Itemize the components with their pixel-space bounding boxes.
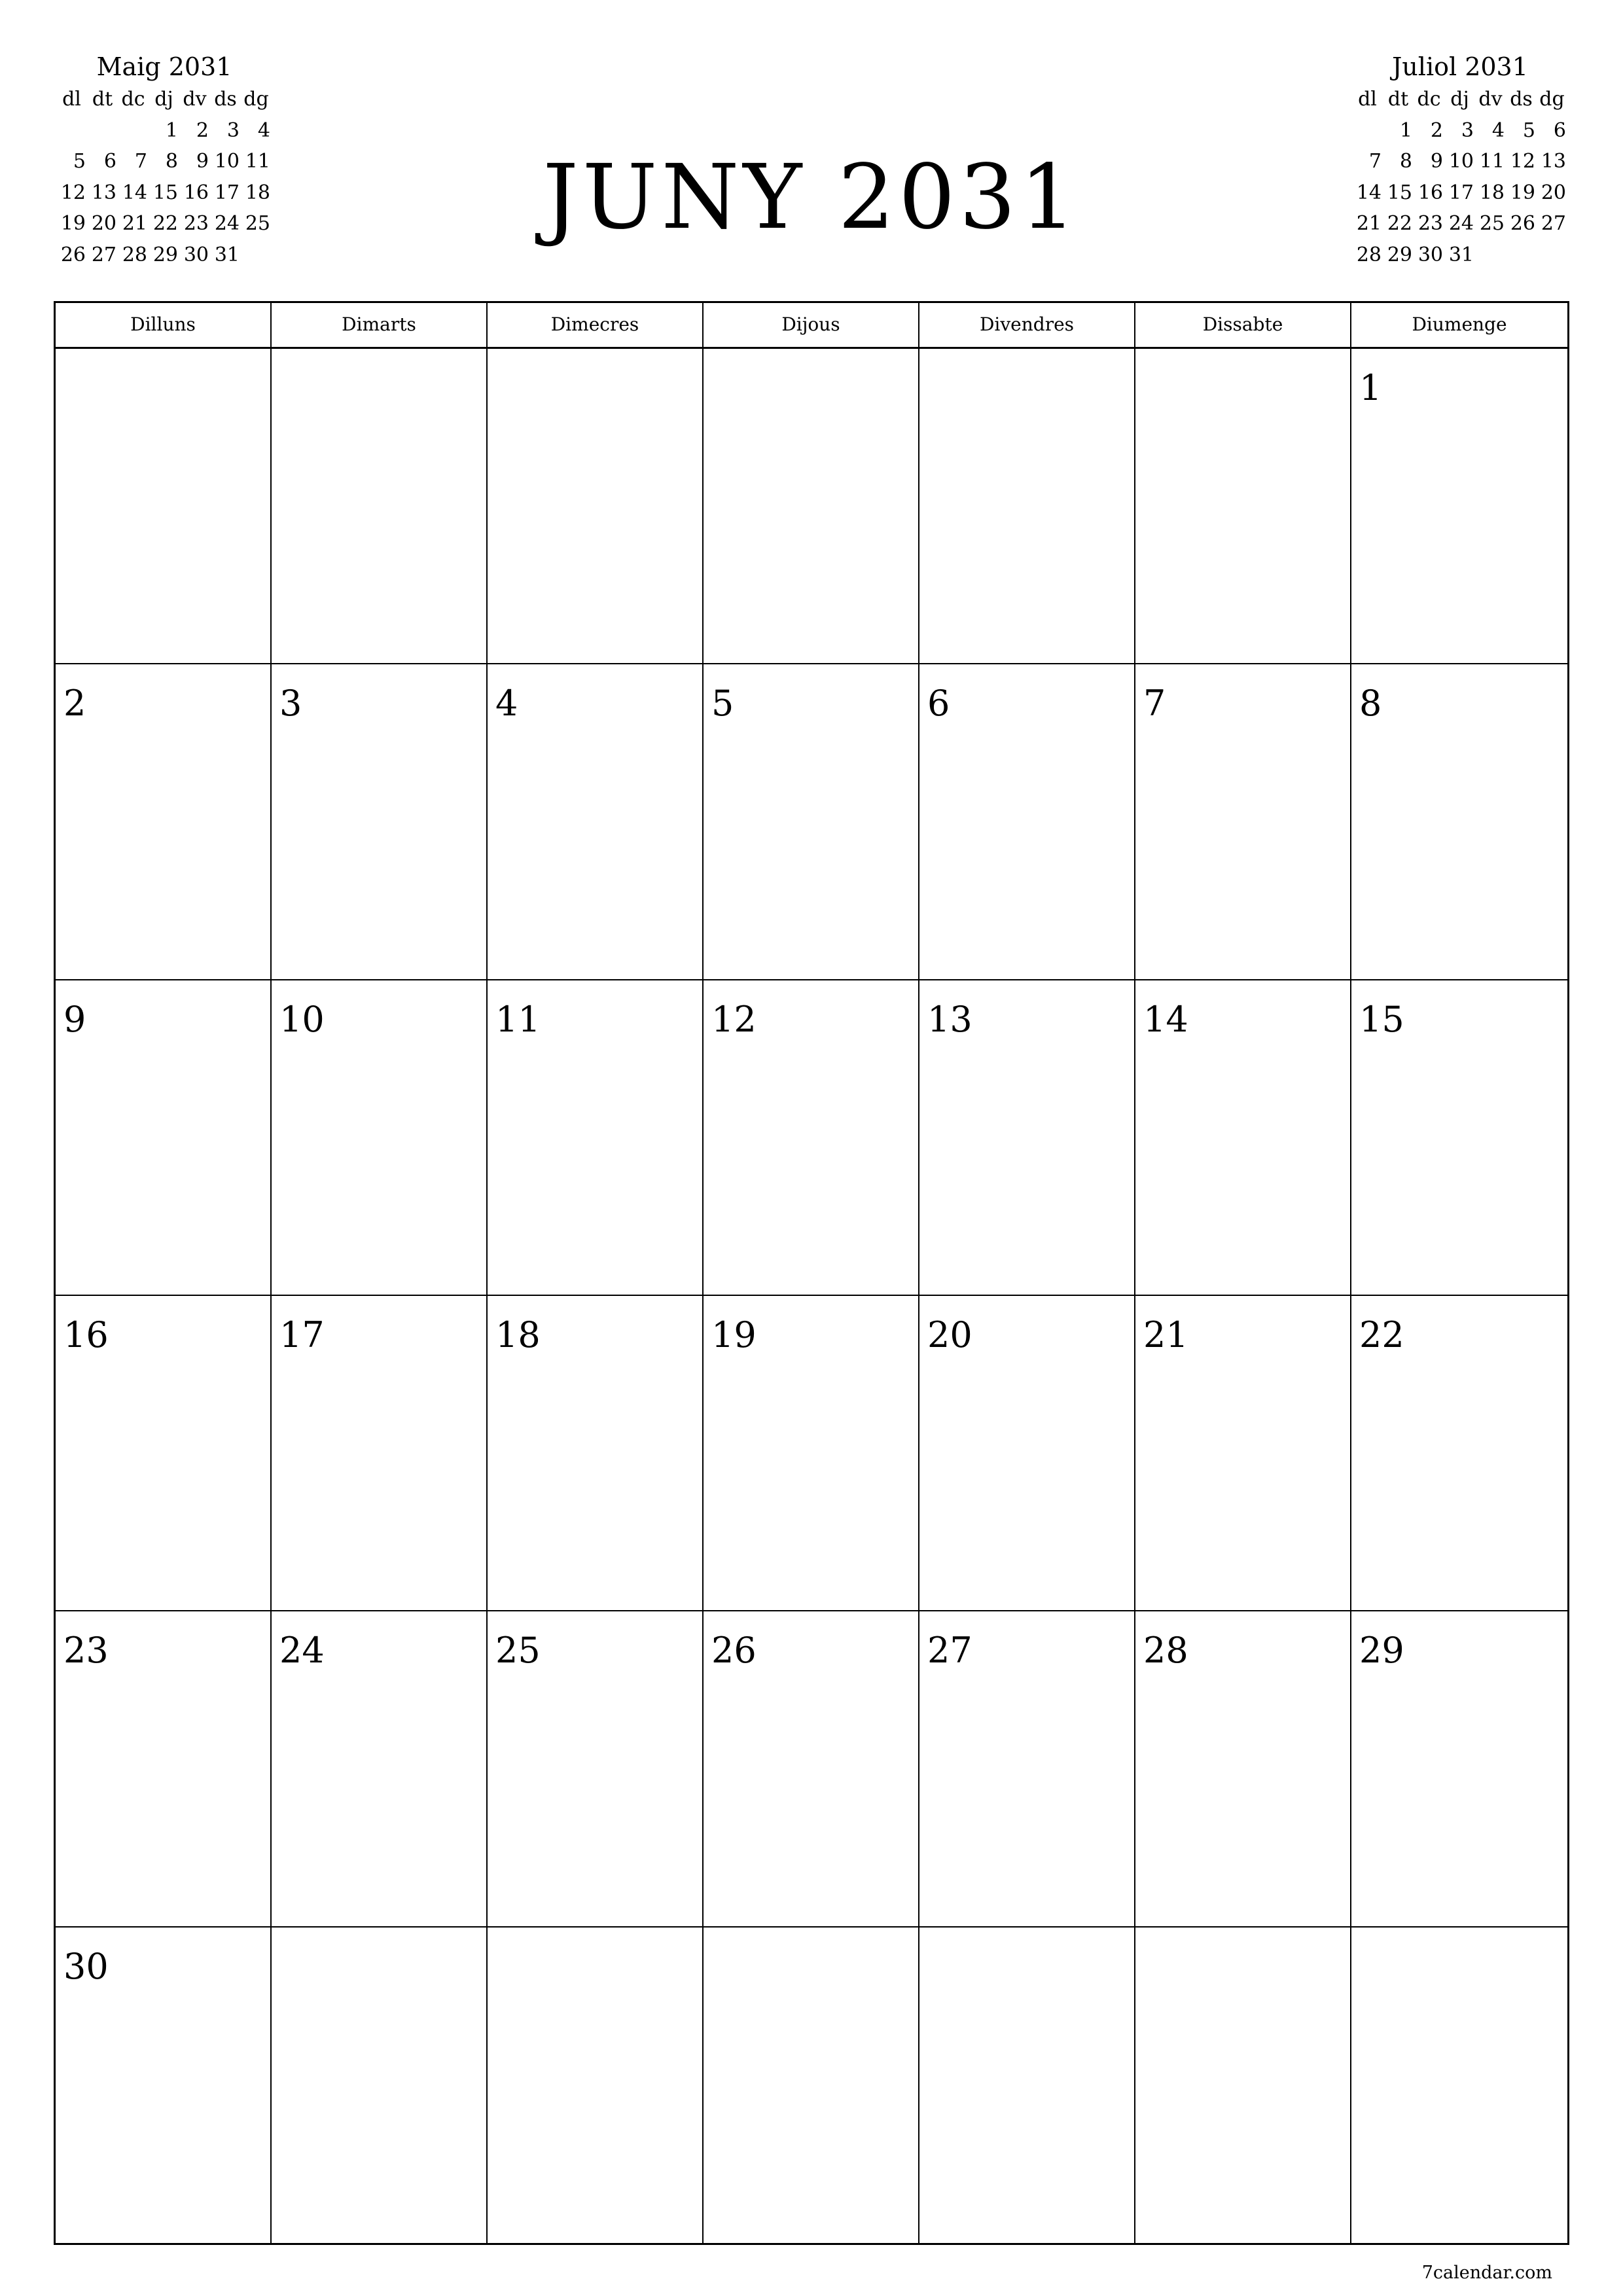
mini-weekday: dv	[183, 88, 207, 111]
mini-day: 30	[1418, 243, 1443, 266]
mini-day: 12	[60, 181, 86, 204]
mini-day: 18	[1479, 181, 1505, 204]
mini-day: 13	[1541, 150, 1566, 173]
mini-day: 1	[1399, 118, 1412, 142]
day-cell	[488, 1296, 704, 1611]
mini-weekday: dl	[1358, 88, 1377, 111]
day-cell	[1135, 1611, 1351, 1927]
mini-day: 28	[122, 243, 147, 266]
mini-day: 15	[152, 181, 178, 204]
mini-day: 2	[1430, 118, 1443, 142]
day-number: 16	[63, 1314, 109, 1355]
page-title: JUNY 2031	[543, 146, 1080, 249]
day-cell	[1351, 1611, 1567, 1927]
day-cell	[56, 1296, 272, 1611]
mini-day: 28	[1356, 243, 1382, 266]
day-cell	[56, 1611, 272, 1927]
day-cell	[272, 1928, 488, 2243]
mini-day: 21	[122, 212, 147, 235]
mini-day: 25	[245, 212, 270, 235]
mini-day: 31	[1448, 243, 1474, 266]
day-cell	[272, 664, 488, 980]
mini-day: 20	[91, 212, 116, 235]
mini-weekday: dg	[243, 88, 269, 111]
mini-day: 21	[1356, 212, 1382, 235]
day-cell	[272, 1611, 488, 1927]
mini-day: 20	[1541, 181, 1566, 204]
mini-calendar-weekdays	[1352, 84, 1568, 115]
day-cell	[1135, 1928, 1351, 2243]
day-cell	[704, 349, 919, 664]
month-grid	[54, 301, 1569, 2245]
mini-day: 29	[1387, 243, 1412, 266]
mini-day: 17	[1448, 181, 1474, 204]
mini-weekday: dj	[1450, 88, 1469, 111]
day-number: 2	[63, 683, 86, 725]
day-cell	[919, 980, 1135, 1296]
day-number: 26	[711, 1630, 757, 1672]
mini-day: 22	[152, 212, 178, 235]
mini-day: 13	[91, 181, 116, 204]
mini-day: 3	[226, 118, 240, 142]
day-number: 1	[1359, 367, 1382, 408]
day-cell	[1135, 1296, 1351, 1611]
mini-day: 1	[165, 118, 178, 142]
mini-day: 30	[183, 243, 209, 266]
day-number: 13	[927, 998, 972, 1040]
day-number: 12	[711, 998, 757, 1040]
day-cell	[704, 1611, 919, 1927]
footer-credit: 7calendar.com	[1421, 2263, 1552, 2283]
day-cell	[919, 1296, 1135, 1611]
mini-day: 6	[1553, 118, 1566, 142]
mini-weekday: dg	[1539, 88, 1565, 111]
weekday-header: Dilluns	[56, 303, 272, 347]
mini-weekday: dj	[154, 88, 173, 111]
mini-day: 4	[1491, 118, 1505, 142]
mini-day: 19	[60, 212, 86, 235]
mini-day: 4	[257, 118, 270, 142]
mini-day	[87, 115, 118, 147]
day-number: 18	[495, 1314, 541, 1355]
day-number: 25	[495, 1630, 541, 1672]
day-number: 21	[1143, 1314, 1188, 1355]
mini-day: 2	[196, 118, 209, 142]
mini-weekday: dv	[1478, 88, 1503, 111]
day-cell	[488, 349, 704, 664]
day-cell	[488, 980, 704, 1296]
day-number: 14	[1143, 998, 1188, 1040]
day-number: 17	[279, 1314, 325, 1355]
day-cell	[272, 980, 488, 1296]
mini-day: 25	[1479, 212, 1505, 235]
mini-calendar-title: Maig 2031	[96, 52, 232, 81]
mini-day: 26	[60, 243, 86, 266]
day-number: 10	[279, 998, 325, 1040]
day-number: 5	[711, 683, 734, 725]
day-cell	[704, 1296, 919, 1611]
day-cell	[704, 1928, 919, 2243]
day-cell	[272, 1296, 488, 1611]
mini-day	[56, 115, 87, 147]
day-cell	[56, 349, 272, 664]
mini-weekday: ds	[214, 88, 237, 111]
mini-day: 8	[1399, 150, 1412, 173]
day-number: 3	[279, 683, 302, 725]
day-cell	[272, 349, 488, 664]
mini-weekday: dc	[1417, 88, 1441, 111]
mini-day: 8	[165, 150, 178, 173]
mini-day: 12	[1510, 150, 1535, 173]
weekday-header: Dimarts	[272, 303, 488, 347]
mini-day: 11	[245, 150, 270, 173]
day-grid	[56, 349, 1567, 2243]
mini-day: 27	[91, 243, 116, 266]
day-number: 29	[1359, 1630, 1404, 1672]
day-number: 24	[279, 1630, 325, 1672]
mini-weekday: dl	[62, 88, 81, 111]
mini-day	[1352, 115, 1383, 147]
mini-day: 14	[1356, 181, 1382, 204]
mini-day: 31	[214, 243, 240, 266]
day-cell	[56, 664, 272, 980]
day-cell	[56, 1928, 272, 2243]
weekday-header: Diumenge	[1412, 314, 1507, 335]
day-cell	[488, 1928, 704, 2243]
mini-day	[1537, 240, 1567, 271]
day-cell	[919, 664, 1135, 980]
mini-weekday: ds	[1510, 88, 1533, 111]
mini-day	[1475, 240, 1506, 271]
day-number: 28	[1143, 1630, 1188, 1672]
day-number: 19	[711, 1314, 757, 1355]
day-number: 4	[495, 683, 518, 725]
day-cell	[704, 980, 919, 1296]
mini-day: 7	[1368, 150, 1382, 173]
mini-day: 26	[1510, 212, 1535, 235]
day-cell	[919, 1611, 1135, 1927]
day-cell	[488, 1611, 704, 1927]
mini-day: 9	[196, 150, 209, 173]
mini-weekday: dc	[121, 88, 145, 111]
day-cell	[1351, 664, 1567, 980]
day-cell	[919, 1928, 1135, 2243]
day-cell	[1351, 980, 1567, 1296]
weekday-header: Dijous	[704, 303, 919, 347]
mini-day: 16	[183, 181, 209, 204]
day-number: 9	[63, 998, 86, 1040]
mini-day: 29	[152, 243, 178, 266]
mini-calendar-weekdays	[56, 84, 272, 115]
mini-day: 17	[214, 181, 240, 204]
mini-day: 5	[1522, 118, 1535, 142]
mini-day: 18	[245, 181, 270, 204]
mini-day: 24	[214, 212, 240, 235]
mini-weekday: dt	[92, 88, 113, 111]
day-cell	[704, 664, 919, 980]
mini-day: 23	[183, 212, 209, 235]
day-cell	[1135, 980, 1351, 1296]
mini-day: 15	[1387, 181, 1412, 204]
mini-weekday: dt	[1387, 88, 1409, 111]
day-number: 15	[1359, 998, 1404, 1040]
mini-day: 9	[1430, 150, 1443, 173]
mini-day: 3	[1461, 118, 1474, 142]
mini-day: 11	[1479, 150, 1505, 173]
mini-day: 10	[1448, 150, 1474, 173]
mini-day	[118, 115, 149, 147]
mini-day: 7	[134, 150, 147, 173]
mini-day: 14	[122, 181, 147, 204]
day-cell	[1135, 349, 1351, 664]
mini-calendar-next	[1352, 51, 1568, 270]
weekday-header: Dissabte	[1135, 303, 1351, 347]
mini-day: 23	[1418, 212, 1443, 235]
day-cell	[919, 349, 1135, 664]
day-number: 8	[1359, 683, 1382, 725]
day-cell	[1351, 1928, 1567, 2243]
mini-day: 16	[1418, 181, 1443, 204]
day-number: 27	[927, 1630, 972, 1672]
day-cell	[56, 980, 272, 1296]
weekday-header: Dimecres	[488, 303, 704, 347]
mini-day: 10	[214, 150, 240, 173]
weekday-header-row	[56, 303, 1567, 349]
mini-day: 24	[1448, 212, 1474, 235]
day-cell	[1135, 664, 1351, 980]
mini-day: 19	[1510, 181, 1535, 204]
mini-day	[1506, 240, 1537, 271]
mini-calendar-days	[1352, 115, 1568, 271]
day-number: 7	[1143, 683, 1166, 725]
mini-day: 5	[73, 150, 86, 173]
mini-calendar-title: Juliol 2031	[1392, 52, 1528, 81]
day-number: 22	[1359, 1314, 1404, 1355]
day-number: 20	[927, 1314, 972, 1355]
day-number: 6	[927, 683, 950, 725]
weekday-header: Divendres	[919, 303, 1135, 347]
day-cell	[1351, 1296, 1567, 1611]
mini-day: 6	[103, 150, 116, 173]
day-number: 11	[495, 998, 541, 1040]
day-cell	[488, 664, 704, 980]
mini-day: 22	[1387, 212, 1412, 235]
mini-day: 27	[1541, 212, 1566, 235]
day-number: 23	[63, 1630, 109, 1672]
day-number: 30	[63, 1945, 109, 1987]
day-cell	[1351, 349, 1567, 664]
